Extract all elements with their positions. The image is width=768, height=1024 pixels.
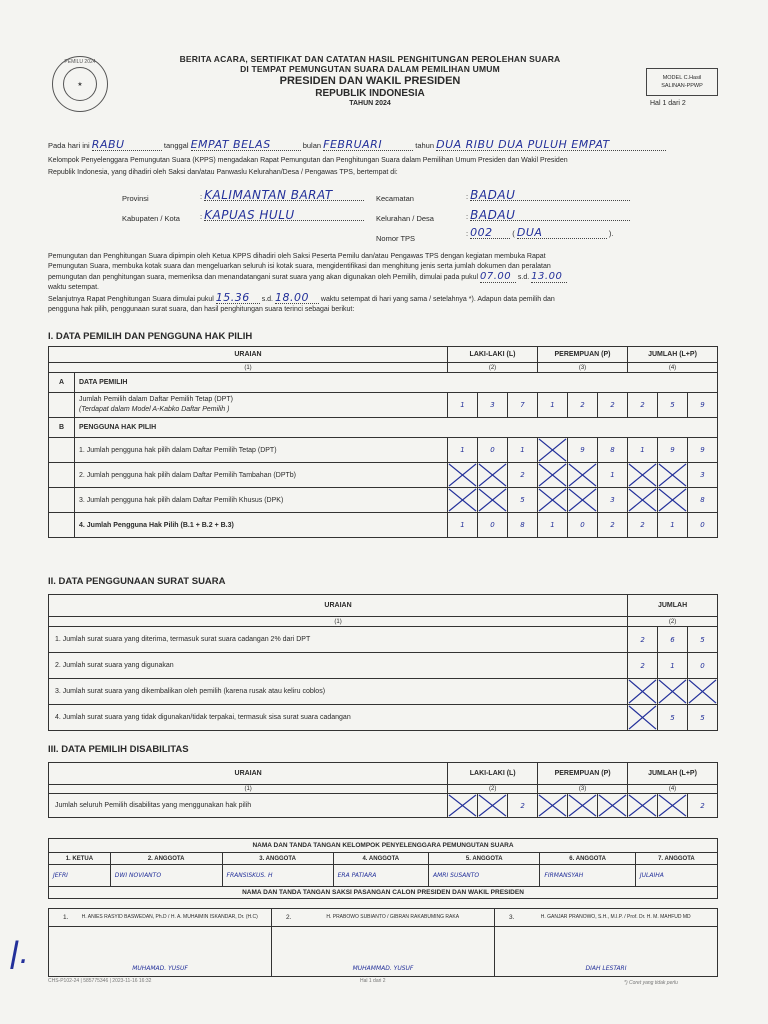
bulan-label: bulan — [302, 141, 322, 150]
s2-col-num-2: (2) — [628, 617, 718, 627]
a-laki-digit-3: 7 — [508, 393, 538, 418]
saksi-sig-title: NAMA DAN TANDA TANGAN SAKSI PASANGAN CALON PRESIDEN DAN WAKIL PRESIDEN — [49, 887, 718, 899]
s3-perempuan-digit-1 — [538, 794, 568, 818]
b4-laki-digit-3: 8 — [508, 513, 538, 538]
intro-paragraph-2: Republik Indonesia, yang dihadiri oleh Saksi dan/atau Panwaslu Kelurahan/Desa / Pengawas TPS, bertempat di: — [48, 169, 398, 176]
s2-row1-digit-2: 6 — [658, 627, 688, 653]
page-info: Hal 1 dari 2 — [650, 100, 686, 107]
logo-text: PEMILU 2024 — [64, 59, 96, 65]
b4-laki-digit-2: 0 — [478, 513, 508, 538]
s3-col-laki-laki: LAKI-LAKI (L) — [448, 763, 538, 785]
row-b4-label: 4. Jumlah Pengguna Hak Pilih (B.1 + B.2 + B.3) — [75, 513, 448, 538]
provinsi-value: KALIMANTAN BARAT — [204, 190, 364, 201]
tahun-value: DUA RIBU DUA PULUH EMPAT — [436, 140, 666, 151]
body-line-5b: waktu setempat di hari yang sama / setelahnya *). Adapun data pemilih dan — [320, 296, 555, 303]
body-line-5a: Selanjutnya Rapat Penghitungan Suara dimulai pukul — [48, 296, 214, 303]
kelurahan-label: Kelurahan / Desa — [376, 214, 434, 223]
count-start: 15.36 — [216, 293, 260, 304]
b3-perempuan-digit-1 — [538, 488, 568, 513]
document-header — [120, 54, 620, 107]
s3-laki-digit-3: 2 — [508, 794, 538, 818]
s3-perempuan-digit-3 — [598, 794, 628, 818]
b4-jumlah-digit-1: 2 — [628, 513, 658, 538]
b1-laki-digit-2: 0 — [478, 438, 508, 463]
kpps-name-5: AMRI SUSANTO — [429, 865, 540, 887]
s3-jumlah-digit-2 — [658, 794, 688, 818]
b4-laki-digit-1: 1 — [448, 513, 478, 538]
b4-perempuan-digit-1: 1 — [538, 513, 568, 538]
s2-row3-digit-1 — [628, 679, 658, 705]
tps-label: Nomor TPS — [376, 234, 416, 243]
row-b3-label: 3. Jumlah pengguna hak pilih dalam Daftar Pemilih Khusus (DPK) — [75, 488, 448, 513]
a-jumlah-digit-2: 5 — [658, 393, 688, 418]
row-a-marker: A — [49, 373, 75, 393]
b1-jumlah-digit-1: 1 — [628, 438, 658, 463]
model-line-2: SALINAN-PPWP — [661, 83, 703, 89]
col-num-1: (1) — [49, 363, 448, 373]
saksi-candidate-2: H. PRABOWO SUBIANTO / GIBRAN RAKABUMING RAKA — [326, 914, 460, 920]
col-num-4: (4) — [628, 363, 718, 373]
col-num-2: (2) — [448, 363, 538, 373]
b3-jumlah-digit-2 — [658, 488, 688, 513]
kpps-name-2: DWI NOVIANTO — [110, 865, 222, 887]
row-a-label: Jumlah Pemilih dalam Daftar Pemilih Tetap (DPT) — [79, 396, 233, 403]
body-line-6: pengguna hak pilih, penggunaan surat suara, dan hasil penghitungan suara terinci sebagai berikut: — [48, 306, 355, 313]
s2-row3-digit-2 — [658, 679, 688, 705]
kpps-signature-table — [48, 838, 718, 899]
s2-col-jumlah: JUMLAH — [628, 595, 718, 617]
b4-perempuan-digit-3: 2 — [598, 513, 628, 538]
saksi-signature-3: DIAH LESTARI — [495, 927, 718, 977]
s3-col-jumlah: JUMLAH (L+P) — [628, 763, 718, 785]
col-laki-laki: LAKI-LAKI (L) — [448, 347, 538, 363]
s2-row4-digit-2: 5 — [658, 705, 688, 731]
kpps-name-7: JULAIHA — [635, 865, 717, 887]
kecamatan-value: BADAU — [470, 190, 630, 201]
header-line-4: REPUBLIK INDONESIA — [315, 88, 425, 99]
pemilu-logo — [52, 56, 108, 112]
footer-mid: Hal 1 dari 2 — [360, 978, 386, 984]
b1-laki-digit-3: 1 — [508, 438, 538, 463]
end-time: 13.00 — [531, 272, 567, 283]
sd-1: s.d. — [517, 274, 530, 281]
b3-jumlah-digit-3: 8 — [688, 488, 718, 513]
a-laki-digit-2: 3 — [478, 393, 508, 418]
b1-perempuan-digit-1 — [538, 438, 568, 463]
s3-jumlah-digit-1 — [628, 794, 658, 818]
a-laki-digit-1: 1 — [448, 393, 478, 418]
b3-perempuan-digit-2 — [568, 488, 598, 513]
s2-row2-digit-2: 1 — [658, 653, 688, 679]
b2-laki-digit-3: 2 — [508, 463, 538, 488]
s2-row1-digit-3: 5 — [688, 627, 718, 653]
s3-col-uraian: URAIAN — [49, 763, 448, 785]
b2-jumlah-digit-2 — [658, 463, 688, 488]
kpps-role-6: 6. ANGGOTA — [540, 853, 635, 865]
row-b2-label: 2. Jumlah pengguna hak pilih dalam Daftar Pemilih Tambahan (DPTb) — [75, 463, 448, 488]
s2-row-2-label: 2. Jumlah surat suara yang digunakan — [49, 653, 628, 679]
a-jumlah-digit-1: 2 — [628, 393, 658, 418]
header-line-1: BERITA ACARA, SERTIFIKAT DAN CATATAN HASIL PENGHITUNGAN PEROLEHAN SUARA — [179, 54, 561, 64]
kabupaten-label: Kabupaten / Kota — [122, 214, 180, 223]
b1-perempuan-digit-3: 8 — [598, 438, 628, 463]
intro-paragraph-1: Kelompok Penyelenggara Pemungutan Suara (KPPS) mengadakan Rapat Pemungutan dan Penghitungan Suara dalam Pemilihan Umum Presiden dan Wakil Presiden — [48, 157, 568, 164]
b2-jumlah-digit-1 — [628, 463, 658, 488]
kpps-name-3: FRANSISKUS. H — [222, 865, 333, 887]
b3-perempuan-digit-3: 3 — [598, 488, 628, 513]
disability-table — [48, 762, 718, 818]
header-line-5: TAHUN 2024 — [349, 100, 391, 107]
saksi-num-3: 3. — [509, 914, 515, 921]
s2-row-3-label: 3. Jumlah surat suara yang dikembalikan oleh pemilih (karena rusak atau keliru coblos) — [49, 679, 628, 705]
b1-laki-digit-1: 1 — [448, 438, 478, 463]
header-line-2: DI TEMPAT PEMUNGUTAN SUARA DALAM PEMILIHAN UMUM — [240, 64, 500, 74]
saksi-candidate-3: H. GANJAR PRANOWO, S.H., M.I.P. / Prof. Dr. H. M. MAHFUD MD — [540, 914, 691, 920]
footer-left: CHS-P102-24 | 585775346 | 2023-11-16 16:32 — [48, 978, 152, 984]
section-2-title: II. DATA PENGGUNAAN SURAT SUARA — [48, 576, 226, 587]
kpps-name-4: ERA PATIARA — [333, 865, 428, 887]
saksi-num-1: 1. — [63, 914, 69, 921]
s2-row-1-label: 1. Jumlah surat suara yang diterima, termasuk surat suara cadangan 2% dari DPT — [49, 627, 628, 653]
b3-jumlah-digit-1 — [628, 488, 658, 513]
row-a-sublabel: (Terdapat dalam Model A-Kabko Daftar Pemilih ) — [79, 406, 230, 413]
kpps-sig-title: NAMA DAN TANDA TANGAN KELOMPOK PENYELENGGARA PEMUNGUTAN SUARA — [49, 839, 718, 853]
s3-perempuan-digit-2 — [568, 794, 598, 818]
saksi-num-2: 2. — [286, 914, 292, 921]
margin-mark: ǀ. — [10, 936, 30, 971]
count-end: 18.00 — [275, 293, 319, 304]
tahun-label: tahun — [415, 141, 435, 150]
bulan-value: FEBRUARI — [323, 140, 413, 151]
kabupaten-value: KAPUAS HULU — [204, 210, 364, 221]
kpps-name-1: JEFRI — [49, 865, 111, 887]
tanggal-label: tanggal — [163, 141, 189, 150]
b4-jumlah-digit-3: 0 — [688, 513, 718, 538]
b4-perempuan-digit-2: 0 — [568, 513, 598, 538]
body-line-2: Pemungutan Suara, membuka kotak suara dan mengeluarkan seluruh isi kotak suara, mengidentifikasi dan menghitung jenis serta jumlah dokumen dan peralatan — [48, 263, 551, 270]
b2-laki-digit-1 — [448, 463, 478, 488]
kelurahan-value: BADAU — [470, 210, 630, 221]
row-b-title: PENGGUNA HAK PILIH — [75, 418, 718, 438]
sd-2: s.d. — [261, 296, 273, 303]
b2-jumlah-digit-3: 3 — [688, 463, 718, 488]
b2-perempuan-digit-3: 1 — [598, 463, 628, 488]
day-value: RABU — [92, 140, 162, 151]
s3-jumlah-digit-3: 2 — [687, 794, 717, 818]
a-perempuan-digit-2: 2 — [568, 393, 598, 418]
s3-col-num-3: (3) — [538, 785, 628, 794]
s2-row3-digit-3 — [688, 679, 718, 705]
saksi-signature-2: MUHAMMAD. YUSUF — [272, 927, 495, 977]
garuda-emblem-icon: ★ — [63, 67, 97, 101]
kpps-role-3: 3. ANGGOTA — [222, 853, 333, 865]
kpps-role-2: 2. ANGGOTA — [110, 853, 222, 865]
section-3-title: III. DATA PEMILIH DISABILITAS — [48, 744, 189, 755]
body-line-4: waktu setempat. — [48, 284, 99, 291]
b2-perempuan-digit-1 — [538, 463, 568, 488]
b3-laki-digit-2 — [478, 488, 508, 513]
s2-col-uraian: URAIAN — [49, 595, 628, 617]
b4-jumlah-digit-2: 1 — [658, 513, 688, 538]
body-paragraph — [48, 252, 718, 315]
row-a-title: DATA PEMILIH — [75, 373, 718, 393]
s3-col-num-1: (1) — [49, 785, 448, 794]
s2-row2-digit-1: 2 — [628, 653, 658, 679]
a-perempuan-digit-1: 1 — [538, 393, 568, 418]
s2-row1-digit-1: 2 — [628, 627, 658, 653]
b2-laki-digit-2 — [478, 463, 508, 488]
b3-laki-digit-3: 5 — [508, 488, 538, 513]
tps-value: 002 — [470, 228, 510, 239]
s3-row-label: Jumlah seluruh Pemilih disabilitas yang menggunakan hak pilih — [49, 794, 448, 818]
start-time: 07.00 — [480, 272, 516, 283]
saksi-signature-table — [48, 908, 718, 977]
kpps-name-6: FIRMANSYAH — [540, 865, 635, 887]
row-b-marker: B — [49, 418, 75, 438]
row-b1-label: 1. Jumlah pengguna hak pilih dalam Daftar Pemilih Tetap (DPT) — [75, 438, 448, 463]
b1-perempuan-digit-2: 9 — [568, 438, 598, 463]
col-uraian: URAIAN — [49, 347, 448, 363]
col-num-3: (3) — [538, 363, 628, 373]
b1-jumlah-digit-2: 9 — [658, 438, 688, 463]
s3-laki-digit-2 — [478, 794, 508, 818]
a-jumlah-digit-3: 9 — [688, 393, 718, 418]
kpps-role-4: 4. ANGGOTA — [333, 853, 428, 865]
saksi-signature-1: MUHAMAD. YUSUF — [49, 927, 272, 977]
a-perempuan-digit-3: 2 — [598, 393, 628, 418]
s2-row4-digit-3: 5 — [688, 705, 718, 731]
kpps-role-5: 5. ANGGOTA — [429, 853, 540, 865]
kpps-role-7: 7. ANGGOTA — [635, 853, 717, 865]
provinsi-label: Provinsi — [122, 194, 149, 203]
s3-col-perempuan: PEREMPUAN (P) — [538, 763, 628, 785]
tanggal-value: EMPAT BELAS — [191, 140, 301, 151]
body-line-3: pemungutan dan penghitungan suara, memeriksa dan menandatangani surat suara yang akan digunakan oleh Pemilih, dimulai pada pukul — [48, 274, 479, 281]
s3-col-num-4: (4) — [628, 785, 718, 794]
body-line-1: Pemungutan dan Penghitungan Suara dipimpin oleh Ketua KPPS dihadiri oleh Saksi Peserta Pemilu dan/atau Pengawas TPS dengan kegiatan membuka Rapat — [48, 253, 546, 260]
footer-right: *) Coret yang tidak perlu — [624, 980, 678, 986]
model-line-1: MODEL C.Hasil — [662, 75, 702, 81]
s2-row4-digit-1 — [628, 705, 658, 731]
date-prefix: Pada hari ini — [48, 141, 90, 150]
ballot-usage-table — [48, 594, 718, 731]
s2-col-num-1: (1) — [49, 617, 628, 627]
s2-row-4-label: 4. Jumlah surat suara yang tidak digunakan/tidak terpakai, termasuk sisa surat suara cadangan — [49, 705, 628, 731]
s3-col-num-2: (2) — [448, 785, 538, 794]
s2-row2-digit-3: 0 — [688, 653, 718, 679]
col-perempuan: PEREMPUAN (P) — [538, 347, 628, 363]
b2-perempuan-digit-2 — [568, 463, 598, 488]
saksi-candidate-1: H. ANIES RASYID BASWEDAN, Ph.D / H. A. MUHAIMIN ISKANDAR, Dr. (H.C) — [81, 914, 258, 920]
s3-laki-digit-1 — [448, 794, 478, 818]
model-box — [646, 68, 718, 96]
kpps-role-1: 1. KETUA — [49, 853, 111, 865]
kecamatan-label: Kecamatan — [376, 194, 414, 203]
header-line-3: PRESIDEN DAN WAKIL PRESIDEN — [279, 75, 461, 87]
b1-jumlah-digit-3: 9 — [688, 438, 718, 463]
tps-text: DUA — [517, 228, 607, 239]
section-1-title: I. DATA PEMILIH DAN PENGGUNA HAK PILIH — [48, 331, 253, 342]
voter-data-table — [48, 346, 718, 538]
col-jumlah: JUMLAH (L+P) — [628, 347, 718, 363]
date-line — [48, 140, 718, 151]
b3-laki-digit-1 — [448, 488, 478, 513]
